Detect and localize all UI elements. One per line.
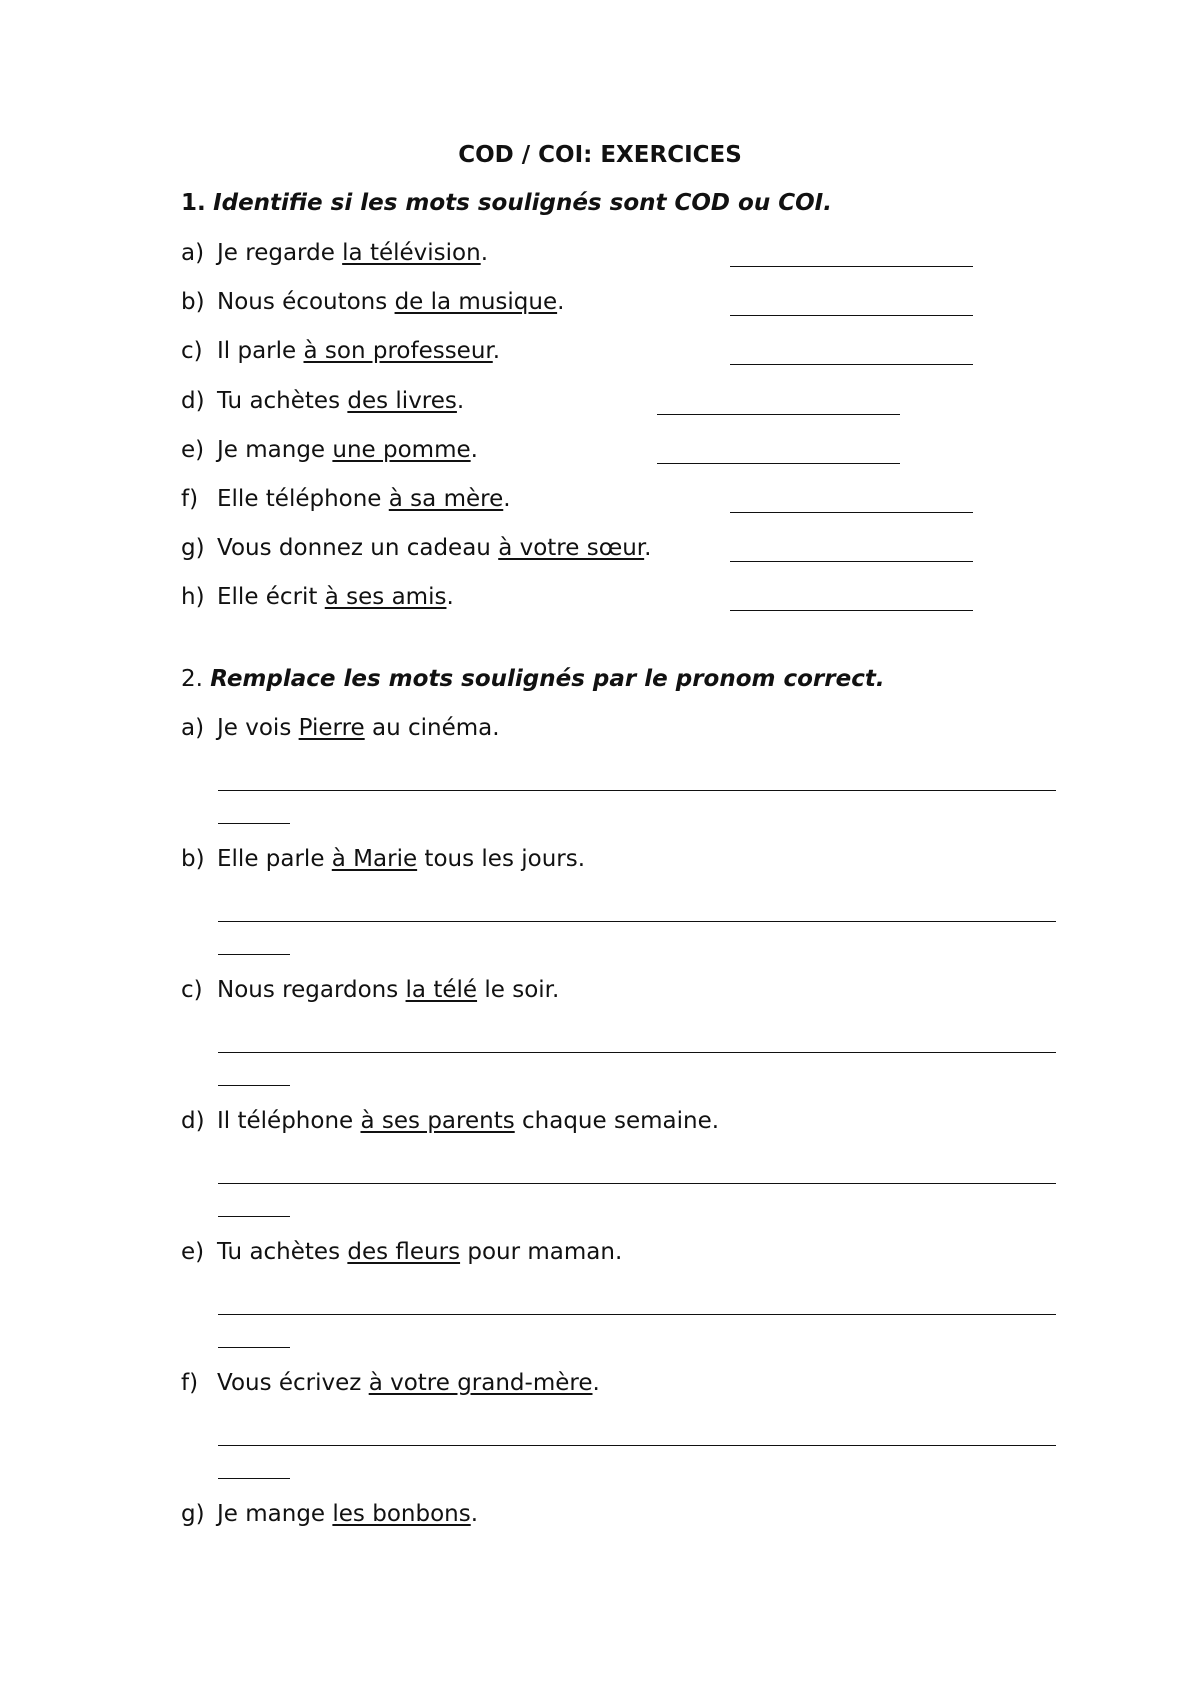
underlined-words: à ses parents [360, 1108, 515, 1134]
item-text: Je mange [217, 1501, 333, 1527]
answer-blank-a[interactable] [730, 266, 973, 267]
ex2-item-f [181, 1370, 600, 1396]
item-text: Vous donnez un cadeau [217, 535, 499, 561]
underlined-words: une pomme [332, 437, 471, 463]
item-text: Tu achètes [217, 1239, 348, 1265]
item-letter: d) [181, 388, 205, 414]
answer-line-c-end[interactable] [218, 1085, 290, 1086]
item-text: Il parle [217, 338, 304, 364]
item-letter: e) [181, 1239, 205, 1265]
item-text-end: tous les jours. [417, 846, 586, 872]
answer-line-e-end[interactable] [218, 1347, 290, 1348]
item-letter: c) [181, 338, 203, 364]
answer-line-a[interactable] [218, 790, 1056, 791]
item-text-end: chaque semaine. [514, 1108, 720, 1134]
item-text-end: . [470, 1501, 479, 1527]
underlined-words: Pierre [298, 715, 365, 741]
item-text: Elle parle [217, 846, 332, 872]
answer-blank-e[interactable] [657, 463, 900, 464]
ex1-item-h [181, 584, 454, 610]
item-text-end: . [492, 338, 501, 364]
ex2-item-g [181, 1501, 478, 1527]
item-letter: b) [181, 846, 205, 872]
item-text: Tu achètes [217, 388, 348, 414]
ex1-item-g [181, 535, 651, 561]
answer-line-b-end[interactable] [218, 954, 290, 955]
item-text-end: au cinéma. [364, 715, 500, 741]
item-text-end: . [470, 437, 478, 463]
item-text-end: pour maman. [460, 1239, 623, 1265]
answer-line-d[interactable] [218, 1183, 1056, 1184]
answer-blank-c[interactable] [730, 364, 973, 365]
underlined-words: la télévision [342, 240, 481, 266]
underlined-words: à ses amis [324, 584, 447, 610]
answer-line-c[interactable] [218, 1052, 1056, 1053]
answer-blank-h[interactable] [730, 610, 973, 611]
item-text: Je vois [217, 715, 299, 741]
item-letter: e) [181, 437, 205, 463]
item-letter: b) [181, 289, 205, 315]
underlined-words: les bonbons [332, 1501, 471, 1527]
answer-blank-b[interactable] [730, 315, 973, 316]
ex2-item-b [181, 846, 585, 872]
underlined-words: à votre sœur [498, 535, 645, 561]
exercise-2-number: 2. [181, 666, 203, 692]
ex2-item-c [181, 977, 559, 1003]
underlined-words: à Marie [331, 846, 418, 872]
answer-line-b[interactable] [218, 921, 1056, 922]
ex1-item-b [181, 289, 564, 315]
underlined-words: de la musique [394, 289, 558, 315]
ex1-item-c [181, 338, 500, 364]
answer-blank-f[interactable] [730, 512, 973, 513]
item-text-end: . [446, 584, 454, 610]
underlined-words: à sa mère [388, 486, 504, 512]
item-text-end: . [503, 486, 511, 512]
item-text-end: . [456, 388, 465, 414]
item-letter: h) [181, 584, 205, 610]
item-text: Je mange [217, 437, 333, 463]
answer-line-f[interactable] [218, 1445, 1056, 1446]
exercise-2-heading [181, 666, 885, 692]
item-text: Elle écrit [217, 584, 325, 610]
exercise-1-number: 1. [181, 190, 206, 216]
item-text: Nous écoutons [217, 289, 395, 315]
exercise-1-instruction: Identifie si les mots soulignés sont COD ou COI. [213, 190, 832, 216]
ex1-item-f [181, 486, 511, 512]
item-letter: g) [181, 1501, 205, 1527]
item-text-end: le soir. [477, 977, 560, 1003]
item-text-end: . [557, 289, 565, 315]
item-letter: d) [181, 1108, 205, 1134]
item-text: Il téléphone [217, 1108, 361, 1134]
underlined-words: la télé [405, 977, 478, 1003]
item-letter: f) [181, 1370, 199, 1396]
underlined-words: des livres [347, 388, 457, 414]
page-title: COD / COI: EXERCICES [458, 142, 742, 168]
ex2-item-d [181, 1108, 719, 1134]
item-text: Elle téléphone [217, 486, 389, 512]
item-letter: c) [181, 977, 203, 1003]
answer-line-d-end[interactable] [218, 1216, 290, 1217]
item-text: Vous écrivez [217, 1370, 369, 1396]
item-text: Je regarde [217, 240, 343, 266]
item-letter: a) [181, 715, 205, 741]
exercise-2-instruction: Remplace les mots soulignés par le pronom correct. [210, 666, 885, 692]
ex1-item-d [181, 388, 464, 414]
answer-line-f-end[interactable] [218, 1478, 290, 1479]
ex2-item-e [181, 1239, 622, 1265]
ex1-item-e [181, 437, 478, 463]
answer-blank-d[interactable] [657, 414, 900, 415]
exercise-1-heading [181, 190, 832, 216]
ex1-item-a [181, 240, 488, 266]
underlined-words: des fleurs [347, 1239, 461, 1265]
item-text-end: . [480, 240, 488, 266]
item-letter: a) [181, 240, 205, 266]
ex2-item-a [181, 715, 500, 741]
answer-line-a-end[interactable] [218, 823, 290, 824]
answer-blank-g[interactable] [730, 561, 973, 562]
item-letter: g) [181, 535, 205, 561]
item-letter: f) [181, 486, 199, 512]
item-text-end: . [644, 535, 652, 561]
answer-line-e[interactable] [218, 1314, 1056, 1315]
item-text: Nous regardons [217, 977, 406, 1003]
underlined-words: à son professeur [303, 338, 493, 364]
item-text-end: . [592, 1370, 600, 1396]
underlined-words: à votre grand-mère [368, 1370, 593, 1396]
